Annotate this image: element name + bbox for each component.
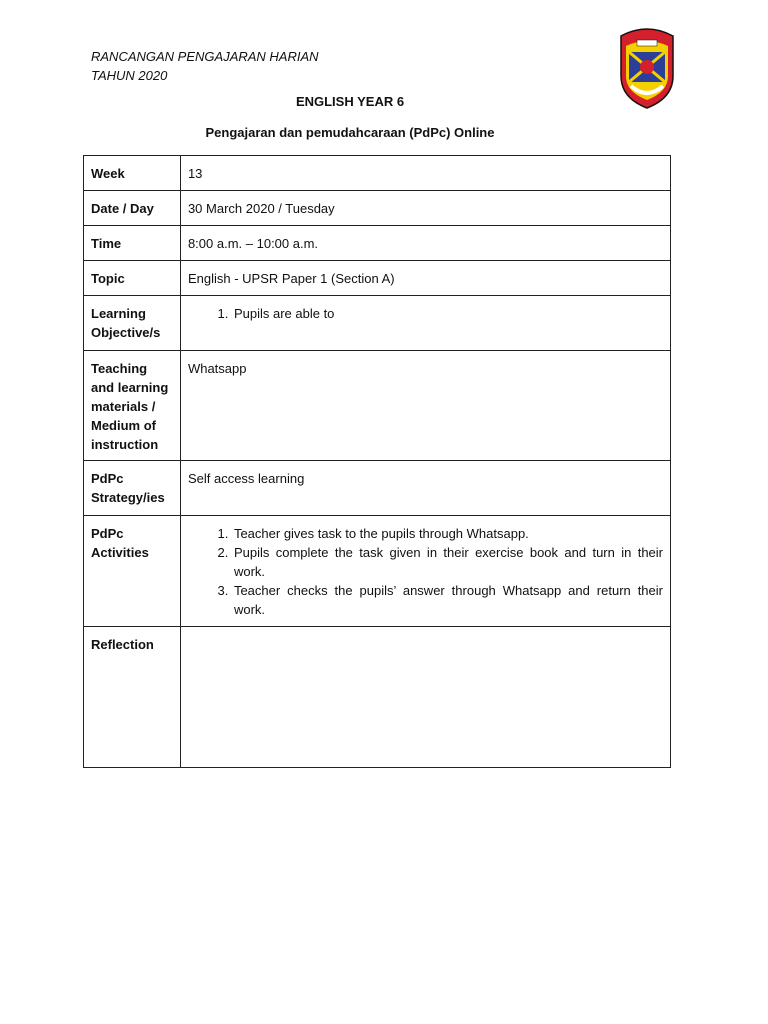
document-header-year: TAHUN 2020 [91,68,168,83]
list-item: 3. Teacher checks the pupils’ answer through Whatsapp and return their work. [232,581,663,619]
week-value: 13 [180,156,670,191]
list-item: 1. Pupils are able to [232,304,663,323]
objectives-value [180,296,670,351]
lesson-plan-table [83,155,671,768]
table-row-time [84,226,671,261]
document-header-line1: RANCANGAN PENGAJARAN HARIAN [91,49,319,64]
list-item: 2. Pupils complete the task given in their exercise book and turn in their work. [232,543,663,581]
table-row-objectives [84,296,671,351]
topic-value: English - UPSR Paper 1 (Section A) [180,261,670,296]
time-value: 8:00 a.m. – 10:00 a.m. [180,226,670,261]
school-crest-icon [617,26,677,110]
table-row-strategy [84,461,671,516]
table-row-date [84,191,671,226]
table-row-topic [84,261,671,296]
reflection-label: Reflection [84,627,181,768]
date-label: Date / Day [84,191,181,226]
date-value: 30 March 2020 / Tuesday [180,191,670,226]
activities-label: PdPc Activities [84,516,181,627]
strategy-label: PdPc Strategy/ies [84,461,181,516]
materials-value: Whatsapp [180,351,670,461]
materials-label: Teaching and learning materials / Medium of instruction [84,351,181,461]
week-label: Week [84,156,181,191]
objectives-list [188,304,663,323]
table-row-week [84,156,671,191]
list-item: 1. Teacher gives task to the pupils through Whatsapp. [232,524,663,543]
table-row-reflection [84,627,671,768]
topic-label: Topic [84,261,181,296]
subject-title: ENGLISH YEAR 6 [295,94,405,109]
activities-value [180,516,670,627]
strategy-value: Self access learning [180,461,670,516]
objectives-label: Learning Objective/s [84,296,181,351]
document-subtitle: Pengajaran dan pemudahcaraan (PdPc) Online [205,125,495,140]
table-row-materials [84,351,671,461]
reflection-value [180,627,670,768]
time-label: Time [84,226,181,261]
table-row-activities [84,516,671,627]
activities-list [188,524,663,619]
